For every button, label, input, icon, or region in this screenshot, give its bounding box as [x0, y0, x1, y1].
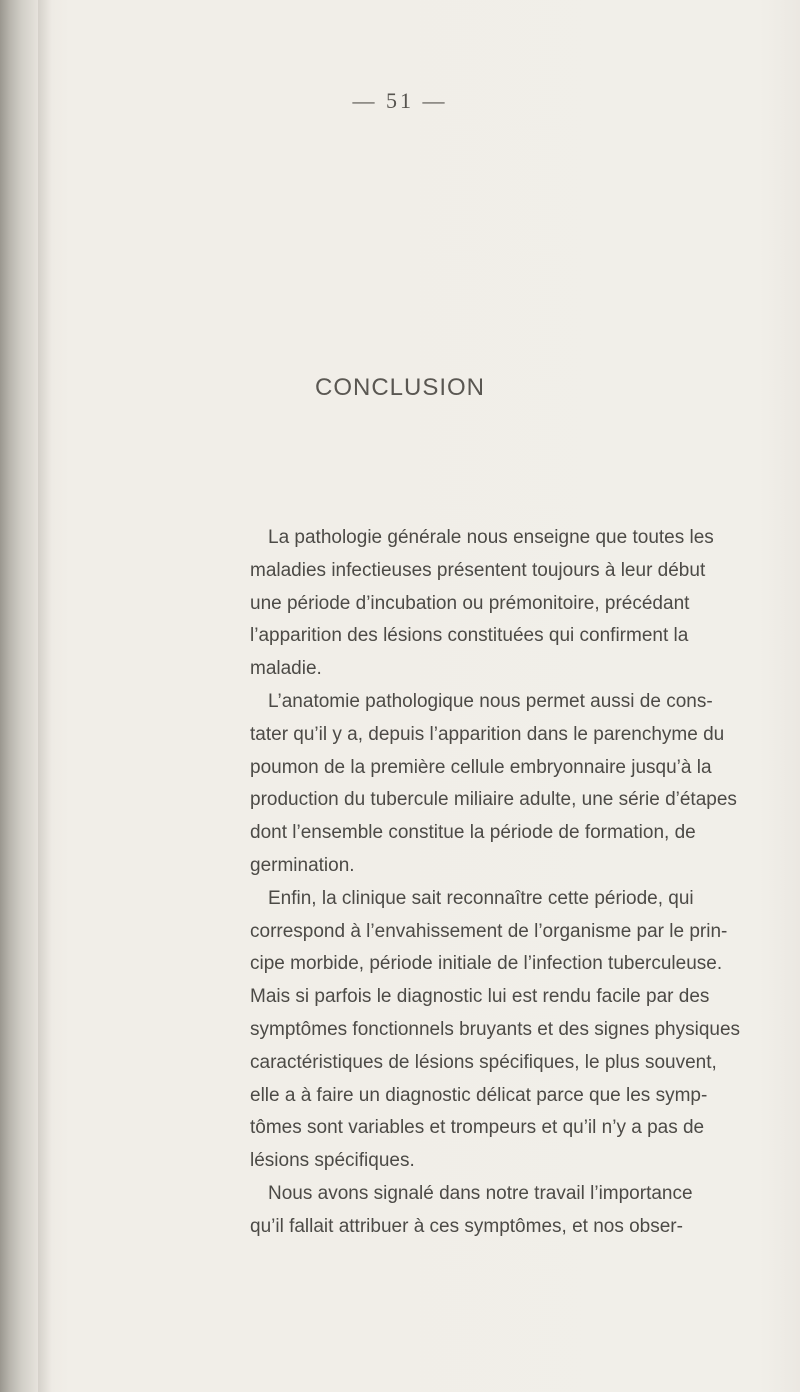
text-line: poumon de la première cellule embryonnaire jusqu’à la: [250, 756, 712, 778]
page-gutter: [0, 0, 38, 1392]
text-line: germination.: [250, 854, 355, 876]
text-line: symptômes fonctionnels bruyants et des signes physiques: [250, 1018, 741, 1040]
text-line: tater qu’il y a, depuis l’apparition dans le parenchyme du: [250, 723, 725, 745]
text-line: caractéristiques de lésions spécifiques, le plus souvent,: [250, 1051, 717, 1073]
text-line: cipe morbide, période initiale de l’infection tuberculeuse.: [250, 953, 723, 975]
text-line: maladies infectieuses présentent toujours à leur début: [250, 559, 706, 581]
text-line: Enfin, la clinique sait reconnaître cette période, qui: [268, 887, 694, 909]
body-text: [250, 522, 800, 1244]
page-number: — 51 —: [352, 88, 448, 113]
text-line: L’anatomie pathologique nous permet aussi de cons-: [268, 690, 713, 712]
text-line: maladie.: [250, 658, 322, 680]
text-line: qu’il fallait attribuer à ces symptômes, et nos obser-: [250, 1215, 683, 1237]
text-line: elle a à faire un diagnostic délicat parce que les symp-: [250, 1084, 708, 1106]
text-line: Nous avons signalé dans notre travail l’importance: [268, 1182, 693, 1204]
text-line: lésions spécifiques.: [250, 1150, 415, 1172]
text-line: La pathologie générale nous enseigne que toutes les: [268, 527, 714, 548]
gutter-shadow: [38, 0, 52, 1392]
text-line: dont l’ensemble constitue la période de formation, de: [250, 822, 696, 844]
text-line: Mais si parfois le diagnostic lui est rendu facile par des: [250, 986, 710, 1008]
text-line: l’apparition des lésions constituées qui confirment la: [250, 625, 689, 647]
text-line: correspond à l’envahissement de l’organisme par le prin-: [250, 920, 728, 942]
text-line: production du tubercule miliaire adulte, une série d’étapes: [250, 789, 737, 811]
text-line: tômes sont variables et trompeurs et qu’il n’y a pas de: [250, 1117, 705, 1139]
section-heading: CONCLUSION: [314, 374, 486, 401]
text-line: une période d’incubation ou prémonitoire, précédant: [250, 592, 690, 614]
